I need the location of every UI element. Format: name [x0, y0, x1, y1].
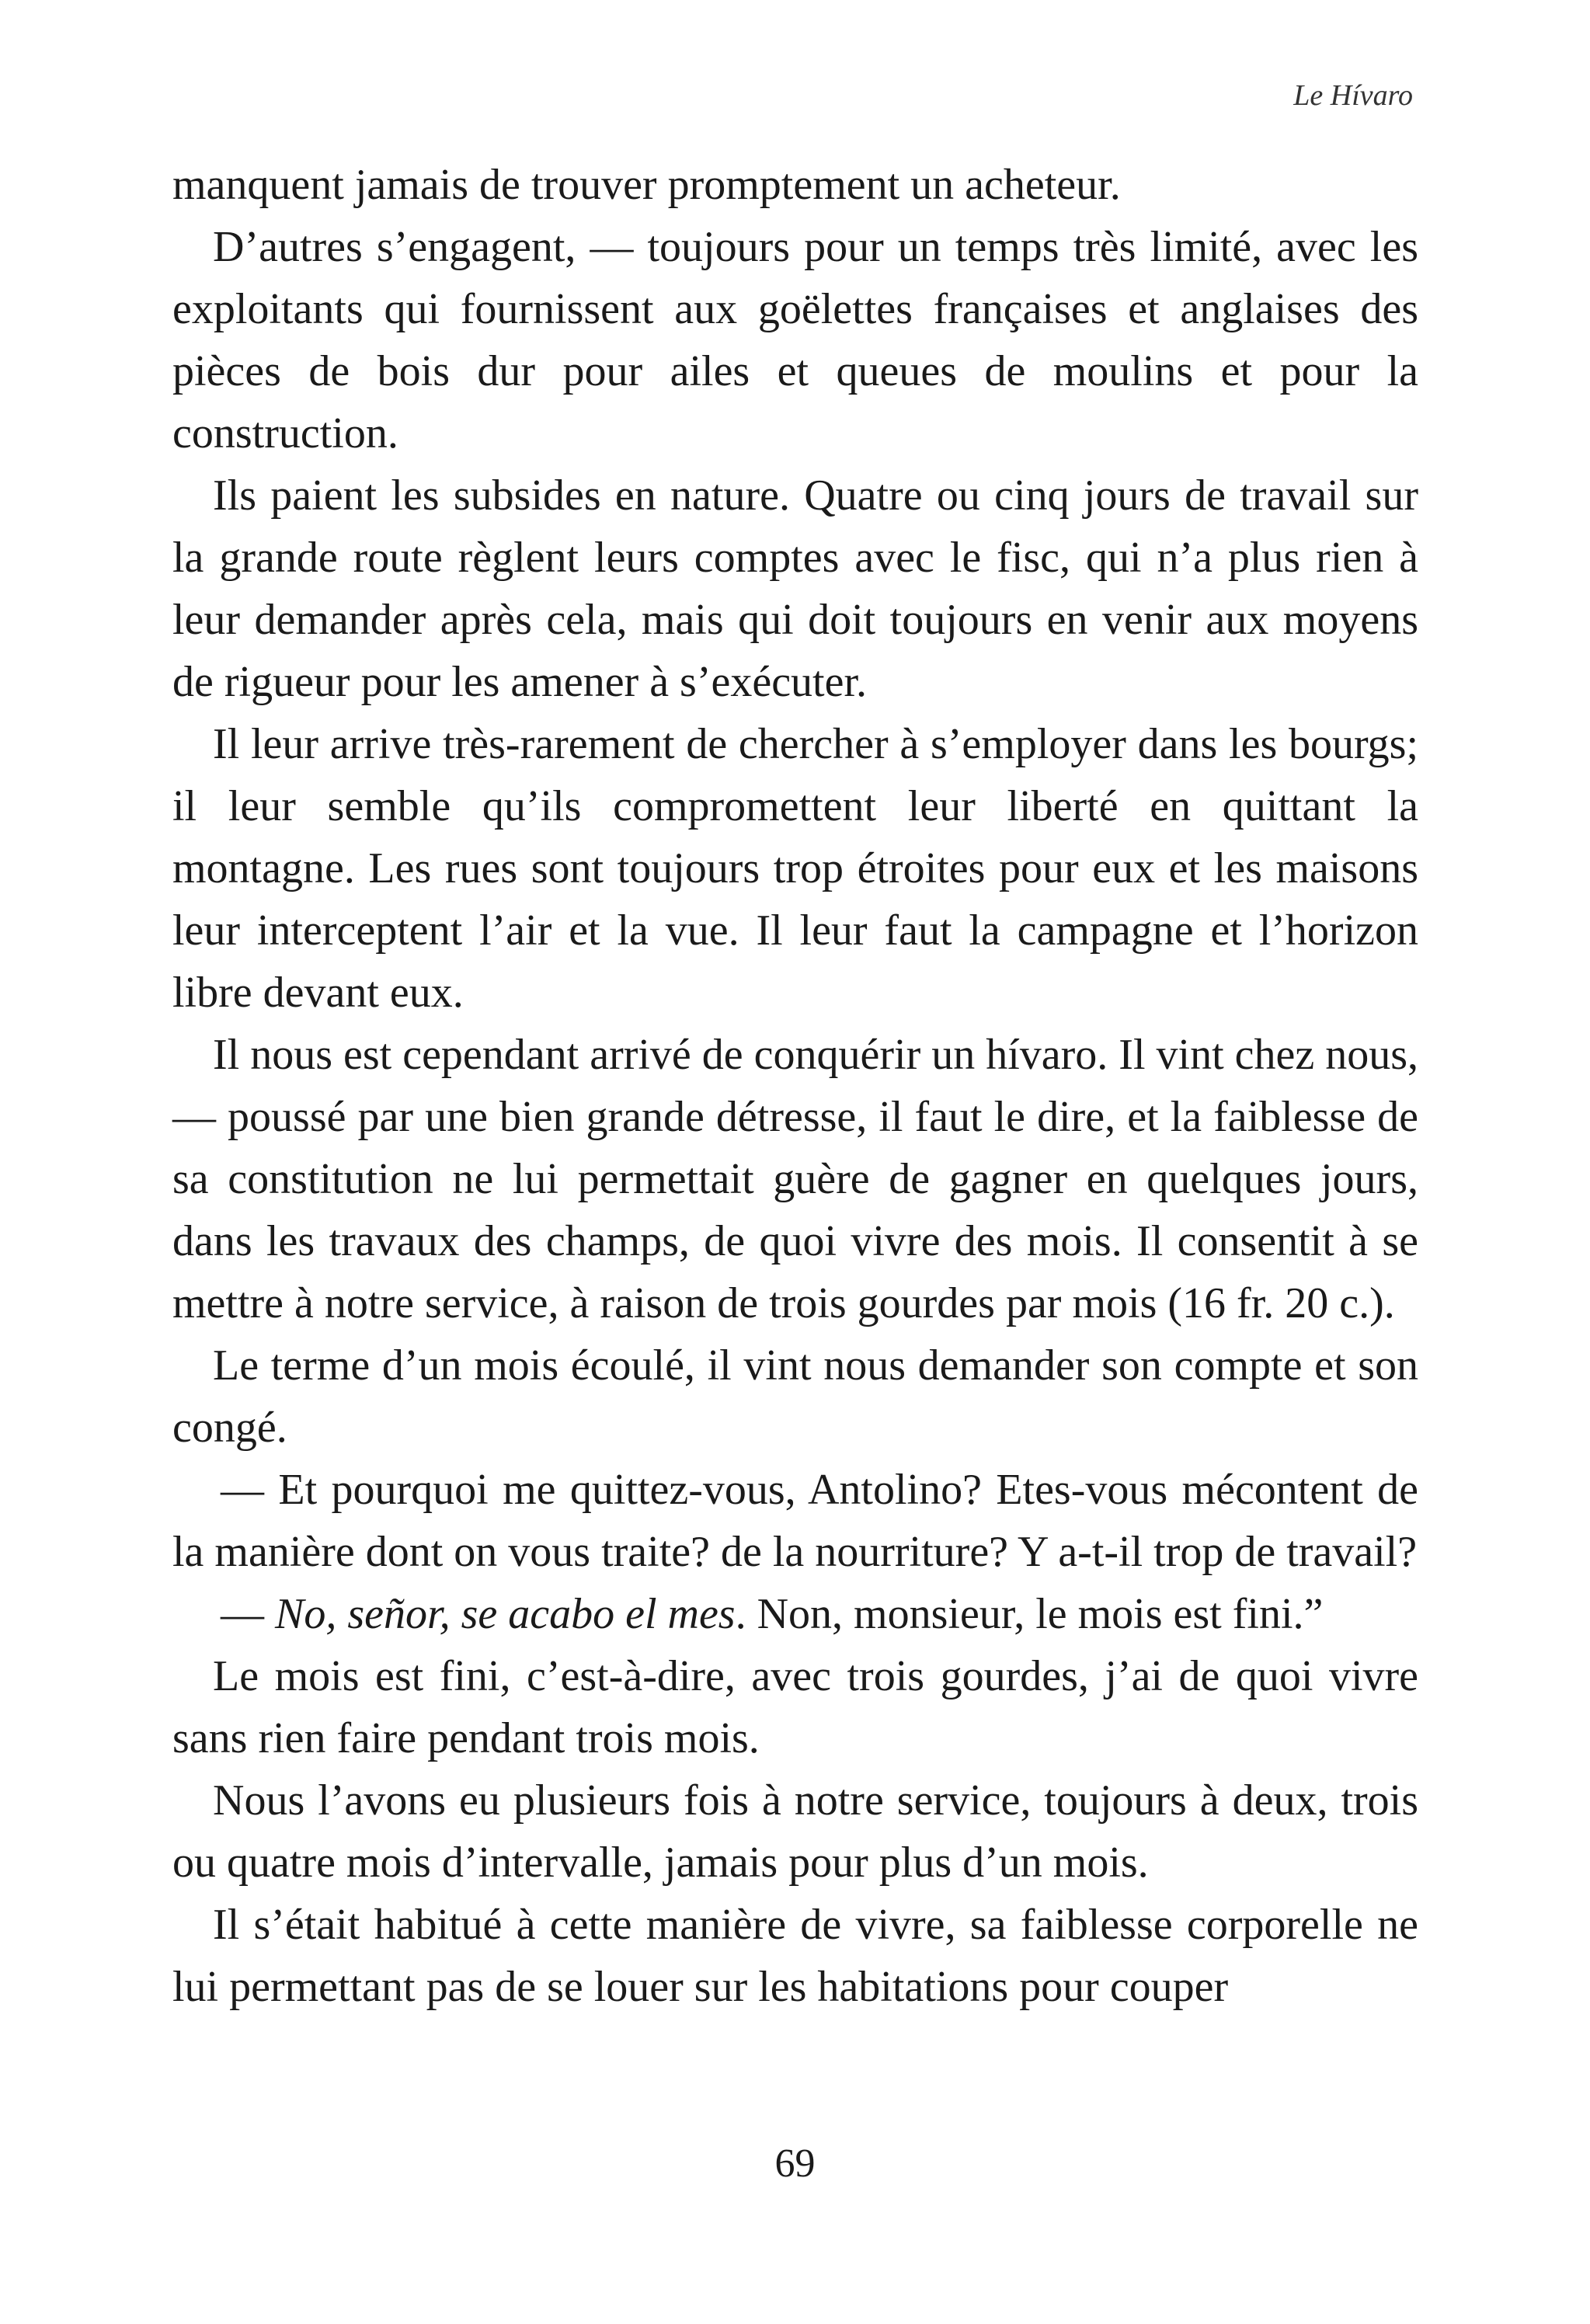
spanish-quote: No, señor, se acabo el mes	[275, 1590, 736, 1638]
paragraph-7-dialogue: — Et pourquoi me quittez-vous, Antolino? Etes-vous mécontent de la manière dont on vous traite? de la nourriture? Y a-t-il trop de travail?	[172, 1466, 1418, 1576]
paragraph-9: Le mois est fini, c’est-à-dire, avec trois gourdes, j’ai de quoi vivre sans rien faire pendant trois mois.	[172, 1652, 1418, 1762]
paragraph-6: Le terme d’un mois écoulé, il vint nous demander son compte et son congé.	[172, 1341, 1418, 1452]
dialogue-translation: . Non, monsieur, le mois est fini.”	[735, 1590, 1324, 1638]
paragraph-8-dialogue	[172, 1583, 1418, 1645]
paragraph-5: Il nous est cependant arrivé de conquérir un hívaro. Il vint chez nous, — poussé par une bien grande détresse, il faut le dire, et la faiblesse de sa constitution ne lui permettait guère de gagner en quelques jours, dans les travaux des champs, de quoi vivre des mois. Il consentit à se mettre à notre service, à raison de trois gourdes par mois (16 fr. 20 c.).	[172, 1031, 1418, 1327]
paragraph-3: Ils paient les subsides en nature. Quatre ou cinq jours de travail sur la grande route règlent leurs comptes avec le fisc, qui n’a plus rien à leur demander après cela, mais qui doit toujours en venir aux moyens de rigueur pour les amener à s’exécuter.	[172, 471, 1418, 706]
running-header: Le Hívaro	[1293, 79, 1413, 112]
paragraph-10: Nous l’avons eu plusieurs fois à notre service, toujours à deux, trois ou quatre mois d’intervalle, jamais pour plus d’un mois.	[172, 1776, 1418, 1887]
paragraph-2: D’autres s’engagent, — toujours pour un temps très limité, avec les exploitants qui fournissent aux goëlettes françaises et anglaises des pièces de bois dur pour ailes et queues de moulins et pour la construction.	[172, 223, 1418, 457]
paragraph-1: manquent jamais de trouver promptement un acheteur.	[172, 161, 1121, 209]
body-text	[172, 154, 1418, 2018]
dialogue-dash: —	[221, 1590, 275, 1638]
paragraph-11: Il s’était habitué à cette manière de vivre, sa faiblesse corporelle ne lui permettant pas de se louer sur les habitations pour couper	[172, 1901, 1418, 2011]
page-number: 69	[774, 2141, 816, 2186]
paragraph-4: Il leur arrive très-rarement de chercher à s’employer dans les bourgs; il leur semble qu’ils compromettent leur liberté en quittant la montagne. Les rues sont toujours trop étroites pour eux et les maisons leur interceptent l’air et la vue. Il leur faut la campagne et l’horizon libre devant eux.	[172, 720, 1418, 1017]
